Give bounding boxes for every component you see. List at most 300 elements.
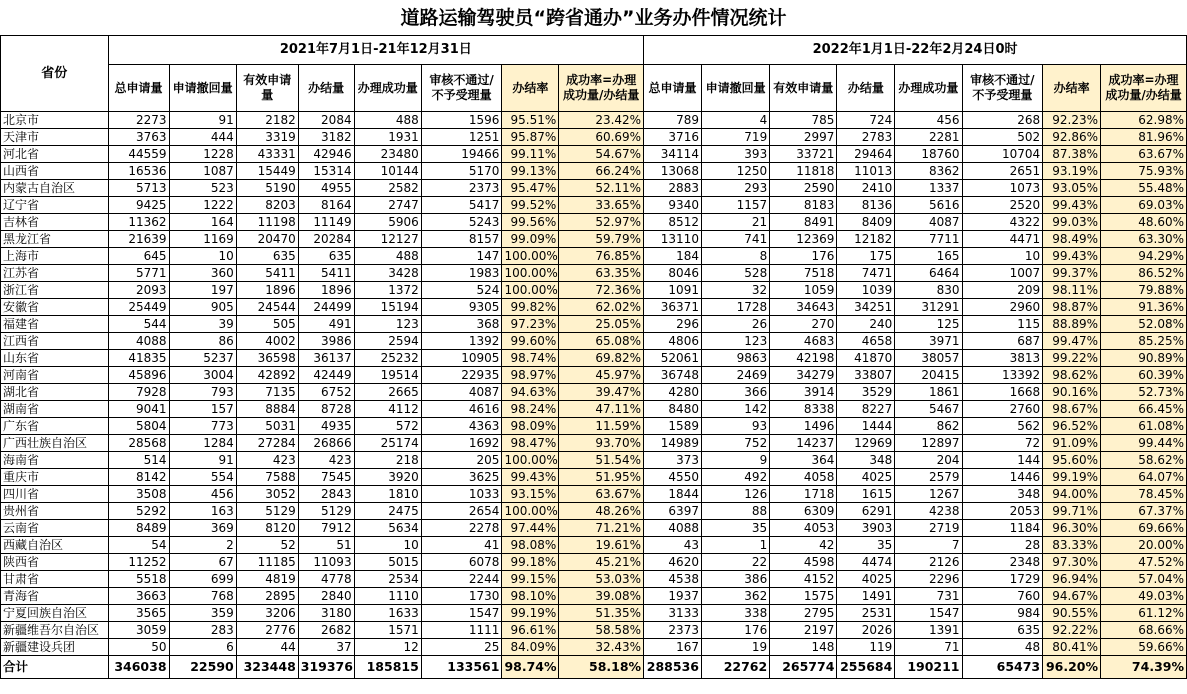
value-cell: 2026 xyxy=(837,622,895,639)
value-cell: 393 xyxy=(701,146,769,163)
value-cell: 348 xyxy=(962,486,1043,503)
value-cell: 7588 xyxy=(236,469,298,486)
value-cell: 724 xyxy=(837,112,895,129)
value-cell: 2534 xyxy=(354,571,421,588)
province-cell: 陕西省 xyxy=(1,554,109,571)
value-cell: 528 xyxy=(701,265,769,282)
value-cell: 5015 xyxy=(354,554,421,571)
value-cell: 1571 xyxy=(354,622,421,639)
value-cell: 645 xyxy=(108,248,169,265)
value-cell: 98.10% xyxy=(502,588,559,605)
value-cell: 491 xyxy=(298,316,354,333)
value-cell: 133561 xyxy=(421,656,502,679)
value-cell: 6078 xyxy=(421,554,502,571)
col-header-withdrawn: 申请撤回量 xyxy=(169,65,236,112)
value-cell: 8136 xyxy=(837,197,895,214)
value-cell: 58.58% xyxy=(559,622,644,639)
value-cell: 5170 xyxy=(421,163,502,180)
value-cell: 11149 xyxy=(298,214,354,231)
value-cell: 5129 xyxy=(236,503,298,520)
province-cell: 内蒙古自治区 xyxy=(1,180,109,197)
province-cell: 新疆维吾尔自治区 xyxy=(1,622,109,639)
value-cell: 1931 xyxy=(354,129,421,146)
province-cell: 吉林省 xyxy=(1,214,109,231)
value-cell: 86.52% xyxy=(1101,265,1187,282)
value-cell: 1039 xyxy=(837,282,895,299)
value-cell: 99.18% xyxy=(502,554,559,571)
value-cell: 5804 xyxy=(108,418,169,435)
value-cell: 2273 xyxy=(108,112,169,129)
value-cell: 699 xyxy=(169,571,236,588)
value-cell: 197 xyxy=(169,282,236,299)
value-cell: 48.26% xyxy=(559,503,644,520)
value-cell: 1810 xyxy=(354,486,421,503)
value-cell: 164 xyxy=(169,214,236,231)
value-cell: 2590 xyxy=(770,180,837,197)
value-cell: 3059 xyxy=(108,622,169,639)
value-cell: 4002 xyxy=(236,333,298,350)
value-cell: 7912 xyxy=(298,520,354,537)
value-cell: 6397 xyxy=(644,503,702,520)
value-cell: 23480 xyxy=(354,146,421,163)
value-cell: 373 xyxy=(644,452,702,469)
table-row xyxy=(1,146,1187,163)
value-cell: 66.45% xyxy=(1101,401,1187,418)
value-cell: 100.00% xyxy=(502,265,559,282)
value-cell: 1896 xyxy=(298,282,354,299)
value-cell: 2296 xyxy=(895,571,962,588)
value-cell: 523 xyxy=(169,180,236,197)
value-cell: 209 xyxy=(962,282,1043,299)
value-cell: 22 xyxy=(701,554,769,571)
value-cell: 87.38% xyxy=(1043,146,1101,163)
province-cell: 广东省 xyxy=(1,418,109,435)
value-cell: 64.07% xyxy=(1101,469,1187,486)
value-cell: 293 xyxy=(701,180,769,197)
value-cell: 1575 xyxy=(770,588,837,605)
value-cell: 1 xyxy=(701,537,769,554)
province-cell: 贵州省 xyxy=(1,503,109,520)
period-header-row xyxy=(1,36,1187,65)
value-cell: 58.18% xyxy=(559,656,644,679)
value-cell: 59.79% xyxy=(559,231,644,248)
value-cell: 1692 xyxy=(421,435,502,452)
value-cell: 10144 xyxy=(354,163,421,180)
col-header-completed: 办结量 xyxy=(298,65,354,112)
value-cell: 34643 xyxy=(770,299,837,316)
table-row xyxy=(1,129,1187,146)
value-cell: 91 xyxy=(169,112,236,129)
table-row xyxy=(1,163,1187,180)
value-cell: 1547 xyxy=(895,605,962,622)
value-cell: 2531 xyxy=(837,605,895,622)
value-cell: 8409 xyxy=(837,214,895,231)
value-cell: 423 xyxy=(298,452,354,469)
value-cell: 33721 xyxy=(770,146,837,163)
value-cell: 72.36% xyxy=(559,282,644,299)
table-row xyxy=(1,316,1187,333)
value-cell: 54.67% xyxy=(559,146,644,163)
period-2-header: 2022年1月1日-22年2月24日0时 xyxy=(644,36,1187,65)
value-cell: 4112 xyxy=(354,401,421,418)
value-cell: 41835 xyxy=(108,350,169,367)
value-cell: 1596 xyxy=(421,112,502,129)
value-cell: 99.43% xyxy=(502,469,559,486)
value-cell: 4598 xyxy=(770,554,837,571)
value-cell: 15449 xyxy=(236,163,298,180)
col-header-valid: 有效申请量 xyxy=(236,65,298,112)
value-cell: 14989 xyxy=(644,435,702,452)
province-cell: 云南省 xyxy=(1,520,109,537)
value-cell: 6309 xyxy=(770,503,837,520)
value-cell: 88.89% xyxy=(1043,316,1101,333)
value-cell: 8728 xyxy=(298,401,354,418)
value-cell: 36748 xyxy=(644,367,702,384)
table-row xyxy=(1,486,1187,503)
value-cell: 93 xyxy=(701,418,769,435)
value-cell: 19466 xyxy=(421,146,502,163)
value-cell: 12 xyxy=(354,639,421,656)
value-cell: 91.36% xyxy=(1101,299,1187,316)
col-header-successful: 办理成功量 xyxy=(895,65,962,112)
value-cell: 123 xyxy=(701,333,769,350)
col-header-rejected: 审核不通过/不予受理量 xyxy=(421,65,502,112)
value-cell: 2682 xyxy=(298,622,354,639)
province-cell: 天津市 xyxy=(1,129,109,146)
value-cell: 4538 xyxy=(644,571,702,588)
value-cell: 362 xyxy=(701,588,769,605)
value-cell: 79.88% xyxy=(1101,282,1187,299)
value-cell: 19514 xyxy=(354,367,421,384)
value-cell: 514 xyxy=(108,452,169,469)
value-cell: 99.44% xyxy=(1101,435,1187,452)
value-cell: 99.15% xyxy=(502,571,559,588)
table-row xyxy=(1,469,1187,486)
value-cell: 184 xyxy=(644,248,702,265)
value-cell: 5411 xyxy=(236,265,298,282)
table-row xyxy=(1,367,1187,384)
value-cell: 22935 xyxy=(421,367,502,384)
value-cell: 11198 xyxy=(236,214,298,231)
value-cell: 2182 xyxy=(236,112,298,129)
value-cell: 15194 xyxy=(354,299,421,316)
value-cell: 4088 xyxy=(644,520,702,537)
value-cell: 4322 xyxy=(962,214,1043,231)
value-cell: 2475 xyxy=(354,503,421,520)
value-cell: 268 xyxy=(962,112,1043,129)
province-cell: 江西省 xyxy=(1,333,109,350)
value-cell: 44 xyxy=(236,639,298,656)
value-cell: 96.20% xyxy=(1043,656,1101,679)
value-cell: 773 xyxy=(169,418,236,435)
value-cell: 2654 xyxy=(421,503,502,520)
value-cell: 3206 xyxy=(236,605,298,622)
value-cell: 51 xyxy=(298,537,354,554)
province-cell: 西藏自治区 xyxy=(1,537,109,554)
value-cell: 12897 xyxy=(895,435,962,452)
value-cell: 4238 xyxy=(895,503,962,520)
value-cell: 2843 xyxy=(298,486,354,503)
value-cell: 32.43% xyxy=(559,639,644,656)
value-cell: 11093 xyxy=(298,554,354,571)
value-cell: 80.41% xyxy=(1043,639,1101,656)
value-cell: 2410 xyxy=(837,180,895,197)
value-cell: 98.47% xyxy=(502,435,559,452)
province-cell: 四川省 xyxy=(1,486,109,503)
value-cell: 71 xyxy=(895,639,962,656)
value-cell: 635 xyxy=(962,622,1043,639)
value-cell: 55.48% xyxy=(1101,180,1187,197)
table-row xyxy=(1,452,1187,469)
value-cell: 687 xyxy=(962,333,1043,350)
value-cell: 3052 xyxy=(236,486,298,503)
value-cell: 554 xyxy=(169,469,236,486)
value-cell: 5129 xyxy=(298,503,354,520)
value-cell: 7135 xyxy=(236,384,298,401)
value-cell: 38057 xyxy=(895,350,962,367)
value-cell: 265774 xyxy=(770,656,837,679)
value-cell: 59.66% xyxy=(1101,639,1187,656)
value-cell: 93.05% xyxy=(1043,180,1101,197)
value-cell: 323448 xyxy=(236,656,298,679)
table-row xyxy=(1,231,1187,248)
value-cell: 4053 xyxy=(770,520,837,537)
value-cell: 11252 xyxy=(108,554,169,571)
value-cell: 1007 xyxy=(962,265,1043,282)
value-cell: 1110 xyxy=(354,588,421,605)
value-cell: 93.19% xyxy=(1043,163,1101,180)
value-cell: 1937 xyxy=(644,588,702,605)
value-cell: 83.33% xyxy=(1043,537,1101,554)
value-cell: 99.19% xyxy=(1043,469,1101,486)
value-cell: 4058 xyxy=(770,469,837,486)
value-cell: 1228 xyxy=(169,146,236,163)
value-cell: 785 xyxy=(770,112,837,129)
province-cell: 黑龙江省 xyxy=(1,231,109,248)
value-cell: 360 xyxy=(169,265,236,282)
value-cell: 1337 xyxy=(895,180,962,197)
value-cell: 35 xyxy=(701,520,769,537)
value-cell: 635 xyxy=(298,248,354,265)
value-cell: 21639 xyxy=(108,231,169,248)
value-cell: 52.73% xyxy=(1101,384,1187,401)
value-cell: 167 xyxy=(644,639,702,656)
value-cell: 20470 xyxy=(236,231,298,248)
value-cell: 2278 xyxy=(421,520,502,537)
value-cell: 4471 xyxy=(962,231,1043,248)
value-cell: 8491 xyxy=(770,214,837,231)
value-cell: 2594 xyxy=(354,333,421,350)
province-cell: 浙江省 xyxy=(1,282,109,299)
value-cell: 2651 xyxy=(962,163,1043,180)
value-cell: 8120 xyxy=(236,520,298,537)
value-cell: 63.30% xyxy=(1101,231,1187,248)
value-cell: 10 xyxy=(962,248,1043,265)
province-cell: 江苏省 xyxy=(1,265,109,282)
value-cell: 48.60% xyxy=(1101,214,1187,231)
value-cell: 3508 xyxy=(108,486,169,503)
value-cell: 9041 xyxy=(108,401,169,418)
value-cell: 48 xyxy=(962,639,1043,656)
table-row xyxy=(1,350,1187,367)
value-cell: 8183 xyxy=(770,197,837,214)
value-cell: 95.47% xyxy=(502,180,559,197)
value-cell: 8362 xyxy=(895,163,962,180)
value-cell: 92.23% xyxy=(1043,112,1101,129)
value-cell: 37 xyxy=(298,639,354,656)
value-cell: 1729 xyxy=(962,571,1043,588)
value-cell: 1589 xyxy=(644,418,702,435)
value-cell: 3319 xyxy=(236,129,298,146)
value-cell: 94.67% xyxy=(1043,588,1101,605)
value-cell: 2783 xyxy=(837,129,895,146)
province-cell: 重庆市 xyxy=(1,469,109,486)
col-header-success-rate: 成功率=办理成功量/办结量 xyxy=(559,65,644,112)
value-cell: 1284 xyxy=(169,435,236,452)
value-cell: 47.52% xyxy=(1101,554,1187,571)
value-cell: 47.11% xyxy=(559,401,644,418)
table-row xyxy=(1,418,1187,435)
value-cell: 100.00% xyxy=(502,452,559,469)
value-cell: 2582 xyxy=(354,180,421,197)
value-cell: 43331 xyxy=(236,146,298,163)
value-cell: 3625 xyxy=(421,469,502,486)
value-cell: 28 xyxy=(962,537,1043,554)
value-cell: 12182 xyxy=(837,231,895,248)
value-cell: 25174 xyxy=(354,435,421,452)
value-cell: 7 xyxy=(895,537,962,554)
value-cell: 175 xyxy=(837,248,895,265)
value-cell: 99.13% xyxy=(502,163,559,180)
value-cell: 98.87% xyxy=(1043,299,1101,316)
value-cell: 28568 xyxy=(108,435,169,452)
value-cell: 95.60% xyxy=(1043,452,1101,469)
value-cell: 36598 xyxy=(236,350,298,367)
value-cell: 35 xyxy=(837,537,895,554)
value-cell: 98.08% xyxy=(502,537,559,554)
value-cell: 25449 xyxy=(108,299,169,316)
value-cell: 45896 xyxy=(108,367,169,384)
value-cell: 36137 xyxy=(298,350,354,367)
value-cell: 5417 xyxy=(421,197,502,214)
value-cell: 5190 xyxy=(236,180,298,197)
value-cell: 62.02% xyxy=(559,299,644,316)
value-cell: 862 xyxy=(895,418,962,435)
value-cell: 255684 xyxy=(837,656,895,679)
value-cell: 14237 xyxy=(770,435,837,452)
value-cell: 3971 xyxy=(895,333,962,350)
value-cell: 1111 xyxy=(421,622,502,639)
value-cell: 368 xyxy=(421,316,502,333)
value-cell: 5243 xyxy=(421,214,502,231)
value-cell: 5518 xyxy=(108,571,169,588)
value-cell: 3182 xyxy=(298,129,354,146)
col-header-total-applications: 总申请量 xyxy=(644,65,702,112)
value-cell: 98.62% xyxy=(1043,367,1101,384)
value-cell: 96.30% xyxy=(1043,520,1101,537)
value-cell: 90.55% xyxy=(1043,605,1101,622)
value-cell: 4363 xyxy=(421,418,502,435)
value-cell: 3180 xyxy=(298,605,354,622)
value-cell: 42198 xyxy=(770,350,837,367)
value-cell: 97.30% xyxy=(1043,554,1101,571)
total-row xyxy=(1,656,1187,679)
value-cell: 760 xyxy=(962,588,1043,605)
value-cell: 1222 xyxy=(169,197,236,214)
value-cell: 99.03% xyxy=(1043,214,1101,231)
value-cell: 91 xyxy=(169,452,236,469)
value-cell: 456 xyxy=(895,112,962,129)
province-cell: 福建省 xyxy=(1,316,109,333)
value-cell: 348 xyxy=(837,452,895,469)
value-cell: 5031 xyxy=(236,418,298,435)
value-cell: 4474 xyxy=(837,554,895,571)
value-cell: 25 xyxy=(421,639,502,656)
value-cell: 12969 xyxy=(837,435,895,452)
value-cell: 88 xyxy=(701,503,769,520)
value-cell: 99.09% xyxy=(502,231,559,248)
value-cell: 218 xyxy=(354,452,421,469)
value-cell: 270 xyxy=(770,316,837,333)
value-cell: 2053 xyxy=(962,503,1043,520)
value-cell: 1633 xyxy=(354,605,421,622)
value-cell: 6752 xyxy=(298,384,354,401)
table-row xyxy=(1,537,1187,554)
value-cell: 163 xyxy=(169,503,236,520)
value-cell: 49.03% xyxy=(1101,588,1187,605)
value-cell: 29464 xyxy=(837,146,895,163)
value-cell: 61.08% xyxy=(1101,418,1187,435)
value-cell: 4025 xyxy=(837,571,895,588)
value-cell: 2960 xyxy=(962,299,1043,316)
value-cell: 39 xyxy=(169,316,236,333)
value-cell: 31291 xyxy=(895,299,962,316)
value-cell: 1861 xyxy=(895,384,962,401)
value-cell: 5713 xyxy=(108,180,169,197)
value-cell: 94.00% xyxy=(1043,486,1101,503)
value-cell: 8203 xyxy=(236,197,298,214)
value-cell: 84.09% xyxy=(502,639,559,656)
value-cell: 98.74% xyxy=(502,350,559,367)
value-cell: 386 xyxy=(701,571,769,588)
value-cell: 98.11% xyxy=(1043,282,1101,299)
value-cell: 635 xyxy=(236,248,298,265)
value-cell: 3986 xyxy=(298,333,354,350)
province-cell: 上海市 xyxy=(1,248,109,265)
value-cell: 3529 xyxy=(837,384,895,401)
value-cell: 41870 xyxy=(837,350,895,367)
column-header-row xyxy=(1,65,1187,112)
value-cell: 16536 xyxy=(108,163,169,180)
value-cell: 456 xyxy=(169,486,236,503)
value-cell: 8 xyxy=(701,248,769,265)
value-cell: 76.85% xyxy=(559,248,644,265)
value-cell: 1073 xyxy=(962,180,1043,197)
value-cell: 42449 xyxy=(298,367,354,384)
value-cell: 5906 xyxy=(354,214,421,231)
value-cell: 444 xyxy=(169,129,236,146)
province-cell: 河北省 xyxy=(1,146,109,163)
value-cell: 86 xyxy=(169,333,236,350)
value-cell: 8157 xyxy=(421,231,502,248)
value-cell: 6464 xyxy=(895,265,962,282)
value-cell: 10 xyxy=(354,537,421,554)
value-cell: 92.86% xyxy=(1043,129,1101,146)
table-row xyxy=(1,180,1187,197)
value-cell: 33.65% xyxy=(559,197,644,214)
value-cell: 5237 xyxy=(169,350,236,367)
value-cell: 1267 xyxy=(895,486,962,503)
